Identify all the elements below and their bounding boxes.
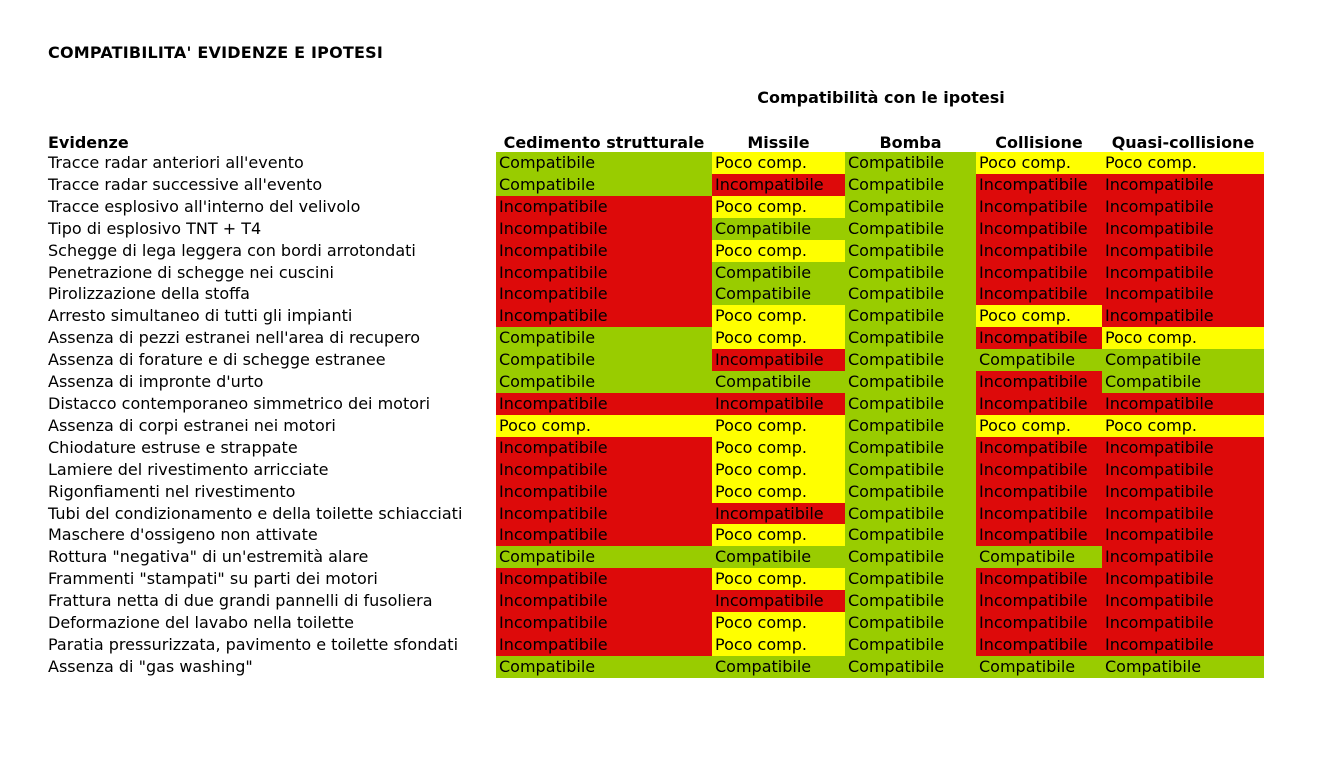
compatibility-cell: Compatibile xyxy=(845,283,976,305)
table-row xyxy=(47,415,1264,437)
compatibility-cell: Compatibile xyxy=(496,327,712,349)
hypothesis-header: Collisione xyxy=(995,133,1083,152)
compatibility-cell: Incompatibile xyxy=(1102,634,1264,656)
compatibility-cell: Incompatibile xyxy=(976,459,1102,481)
compatibility-cell: Incompatibile xyxy=(496,305,712,327)
evidence-cell: Assenza di forature e di schegge estranee xyxy=(48,350,386,370)
hypothesis-header: Cedimento strutturale xyxy=(503,133,705,152)
hypothesis-header: Bomba xyxy=(879,133,942,152)
table-row xyxy=(47,327,1264,349)
table-row xyxy=(47,590,1264,612)
compatibility-cell: Compatibile xyxy=(845,152,976,174)
compatibility-cell: Incompatibile xyxy=(976,503,1102,525)
table-row xyxy=(47,174,1264,196)
compatibility-cell: Incompatibile xyxy=(1102,437,1264,459)
compatibility-cell: Poco comp. xyxy=(712,524,845,546)
compatibility-cell: Incompatibile xyxy=(496,459,712,481)
compatibility-cell: Poco comp. xyxy=(712,152,845,174)
evidence-cell: Tipo di esplosivo TNT + T4 xyxy=(48,218,262,238)
compatibility-cell: Poco comp. xyxy=(712,415,845,437)
table-row xyxy=(47,656,1264,678)
compatibility-cell: Poco comp. xyxy=(712,305,845,327)
evidence-cell: Distacco contemporaneo simmetrico dei motori xyxy=(48,393,431,413)
compatibility-cell: Incompatibile xyxy=(976,218,1102,240)
compatibility-cell: Incompatibile xyxy=(1102,174,1264,196)
compatibility-table xyxy=(47,130,1264,678)
evidence-cell: Tracce radar anteriori all'evento xyxy=(48,153,304,172)
compatibility-cell: Compatibile xyxy=(496,546,712,568)
table-row xyxy=(47,459,1264,481)
compatibility-cell: Incompatibile xyxy=(496,481,712,503)
compatibility-cell: Compatibile xyxy=(496,371,712,393)
table-row xyxy=(47,218,1264,240)
compatibility-cell: Compatibile xyxy=(712,218,845,240)
header-row xyxy=(47,130,1264,152)
table-row xyxy=(47,196,1264,218)
table-row xyxy=(47,283,1264,305)
compatibility-cell: Poco comp. xyxy=(712,196,845,218)
evidence-cell: Maschere d'ossigeno non attivate xyxy=(48,525,318,545)
compatibility-cell: Incompatibile xyxy=(976,196,1102,218)
compatibility-cell: Incompatibile xyxy=(496,262,712,284)
table-row xyxy=(47,481,1264,503)
table-row xyxy=(47,524,1264,546)
evidence-cell: Tracce radar successive all'evento xyxy=(48,174,323,194)
compatibility-cell: Compatibile xyxy=(845,524,976,546)
compatibility-cell: Poco comp. xyxy=(976,305,1102,327)
table-row xyxy=(47,634,1264,656)
compatibility-cell: Incompatibile xyxy=(1102,196,1264,218)
compatibility-cell: Poco comp. xyxy=(712,634,845,656)
compatibility-cell: Incompatibile xyxy=(976,590,1102,612)
compatibility-cell: Compatibile xyxy=(845,546,976,568)
compatibility-cell: Compatibile xyxy=(1102,349,1264,371)
evidence-cell: Rottura "negativa" di un'estremità alare xyxy=(48,547,369,567)
compatibility-cell: Compatibile xyxy=(1102,656,1264,678)
compatibility-cell: Compatibile xyxy=(496,174,712,196)
compatibility-cell: Compatibile xyxy=(845,634,976,656)
evidence-cell: Chiodature estruse e strappate xyxy=(48,437,298,457)
compatibility-cell: Compatibile xyxy=(496,656,712,678)
compatibility-cell: Incompatibile xyxy=(1102,503,1264,525)
compatibility-cell: Compatibile xyxy=(845,218,976,240)
compatibility-cell: Compatibile xyxy=(845,393,976,415)
compatibility-cell: Poco comp. xyxy=(976,415,1102,437)
table-row xyxy=(47,371,1264,393)
compatibility-cell: Compatibile xyxy=(845,415,976,437)
compatibility-cell: Incompatibile xyxy=(1102,459,1264,481)
compatibility-cell: Incompatibile xyxy=(1102,393,1264,415)
compatibility-cell: Compatibile xyxy=(712,656,845,678)
compatibility-cell: Incompatibile xyxy=(1102,218,1264,240)
compatibility-cell: Poco comp. xyxy=(712,612,845,634)
compatibility-cell: Compatibile xyxy=(845,262,976,284)
compatibility-cell: Compatibile xyxy=(845,590,976,612)
table-row xyxy=(47,152,1264,174)
compatibility-cell: Poco comp. xyxy=(496,415,712,437)
compatibility-cell: Poco comp. xyxy=(976,152,1102,174)
compatibility-cell: Compatibile xyxy=(845,305,976,327)
evidence-cell: Tracce esplosivo all'interno del velivolo xyxy=(48,196,361,216)
compatibility-cell: Compatibile xyxy=(496,349,712,371)
compatibility-cell: Poco comp. xyxy=(1102,415,1264,437)
table-row xyxy=(47,612,1264,634)
compatibility-cell: Incompatibile xyxy=(1102,262,1264,284)
compatibility-cell: Incompatibile xyxy=(1102,305,1264,327)
compatibility-cell: Poco comp. xyxy=(712,568,845,590)
compatibility-cell: Incompatibile xyxy=(496,590,712,612)
compatibility-cell: Incompatibile xyxy=(976,283,1102,305)
compatibility-cell: Incompatibile xyxy=(712,393,845,415)
compatibility-cell: Incompatibile xyxy=(1102,590,1264,612)
compatibility-cell: Incompatibile xyxy=(496,612,712,634)
table-row xyxy=(47,262,1264,284)
evidence-column-header: Evidenze xyxy=(48,133,129,152)
table-row xyxy=(47,437,1264,459)
compatibility-cell: Incompatibile xyxy=(712,590,845,612)
compatibility-cell: Compatibile xyxy=(712,371,845,393)
compatibility-cell: Incompatibile xyxy=(496,240,712,262)
compatibility-cell: Incompatibile xyxy=(1102,240,1264,262)
compatibility-cell: Incompatibile xyxy=(976,371,1102,393)
compatibility-cell: Incompatibile xyxy=(496,524,712,546)
compatibility-cell: Incompatibile xyxy=(1102,283,1264,305)
compatibility-cell: Incompatibile xyxy=(1102,612,1264,634)
evidence-cell: Assenza di impronte d'urto xyxy=(48,372,264,392)
hypotheses-group-header: Compatibilità con le ipotesi xyxy=(757,88,1005,107)
compatibility-cell: Poco comp. xyxy=(712,437,845,459)
compatibility-cell: Compatibile xyxy=(712,546,845,568)
compatibility-cell: Poco comp. xyxy=(712,240,845,262)
compatibility-cell: Compatibile xyxy=(845,240,976,262)
compatibility-cell: Compatibile xyxy=(845,371,976,393)
table-row xyxy=(47,503,1264,525)
table-body xyxy=(47,152,1264,678)
evidence-cell: Paratia pressurizzata, pavimento e toilette sfondati xyxy=(48,634,459,654)
evidence-cell: Frammenti "stampati" su parti dei motori xyxy=(48,569,378,589)
evidence-cell: Pirolizzazione della stoffa xyxy=(48,284,250,304)
compatibility-cell: Incompatibile xyxy=(976,393,1102,415)
compatibility-cell: Compatibile xyxy=(845,612,976,634)
compatibility-cell: Incompatibile xyxy=(976,568,1102,590)
evidence-cell: Tubi del condizionamento e della toilette schiacciati xyxy=(48,503,463,523)
compatibility-cell: Compatibile xyxy=(845,503,976,525)
evidence-cell: Assenza di "gas washing" xyxy=(48,656,253,676)
compatibility-cell: Poco comp. xyxy=(712,459,845,481)
compatibility-cell: Compatibile xyxy=(976,349,1102,371)
compatibility-cell: Incompatibile xyxy=(1102,524,1264,546)
compatibility-cell: Compatibile xyxy=(845,437,976,459)
compatibility-cell: Incompatibile xyxy=(1102,481,1264,503)
evidence-cell: Deformazione del lavabo nella toilette xyxy=(48,613,355,633)
compatibility-cell: Incompatibile xyxy=(976,524,1102,546)
compatibility-cell: Compatibile xyxy=(712,283,845,305)
compatibility-cell: Incompatibile xyxy=(496,196,712,218)
page-title: COMPATIBILITA' EVIDENZE E IPOTESI xyxy=(48,43,384,62)
compatibility-cell: Compatibile xyxy=(845,349,976,371)
hypothesis-header: Quasi-collisione xyxy=(1111,133,1255,152)
evidence-cell: Arresto simultaneo di tutti gli impianti xyxy=(48,306,353,326)
table-row xyxy=(47,305,1264,327)
evidence-cell: Assenza di corpi estranei nei motori xyxy=(48,415,336,435)
compatibility-cell: Compatibile xyxy=(845,656,976,678)
compatibility-cell: Incompatibile xyxy=(976,240,1102,262)
compatibility-cell: Incompatibile xyxy=(976,481,1102,503)
compatibility-cell: Compatibile xyxy=(976,546,1102,568)
compatibility-cell: Compatibile xyxy=(496,152,712,174)
compatibility-cell: Incompatibile xyxy=(976,262,1102,284)
compatibility-cell: Incompatibile xyxy=(976,634,1102,656)
compatibility-cell: Incompatibile xyxy=(712,503,845,525)
table-row xyxy=(47,568,1264,590)
compatibility-cell: Incompatibile xyxy=(976,174,1102,196)
compatibility-cell: Incompatibile xyxy=(496,218,712,240)
compatibility-cell: Compatibile xyxy=(712,262,845,284)
compatibility-cell: Incompatibile xyxy=(496,634,712,656)
compatibility-cell: Incompatibile xyxy=(1102,568,1264,590)
compatibility-cell: Compatibile xyxy=(845,174,976,196)
compatibility-cell: Incompatibile xyxy=(496,437,712,459)
compatibility-cell: Poco comp. xyxy=(712,481,845,503)
compatibility-cell: Compatibile xyxy=(845,481,976,503)
compatibility-cell: Incompatibile xyxy=(976,612,1102,634)
compatibility-cell: Compatibile xyxy=(845,327,976,349)
table-row xyxy=(47,546,1264,568)
compatibility-cell: Compatibile xyxy=(845,196,976,218)
compatibility-cell: Incompatibile xyxy=(976,327,1102,349)
compatibility-cell: Incompatibile xyxy=(712,174,845,196)
evidence-cell: Penetrazione di schegge nei cuscini xyxy=(48,262,334,282)
table-row xyxy=(47,393,1264,415)
compatibility-cell: Poco comp. xyxy=(712,327,845,349)
compatibility-cell: Incompatibile xyxy=(496,283,712,305)
compatibility-cell: Compatibile xyxy=(976,656,1102,678)
evidence-cell: Frattura netta di due grandi pannelli di fusoliera xyxy=(48,591,433,611)
hypothesis-header: Missile xyxy=(747,133,810,152)
compatibility-cell: Poco comp. xyxy=(1102,327,1264,349)
evidence-cell: Rigonfiamenti nel rivestimento xyxy=(48,481,296,501)
table-row xyxy=(47,349,1264,371)
evidence-cell: Lamiere del rivestimento arricciate xyxy=(48,459,329,479)
compatibility-cell: Incompatibile xyxy=(712,349,845,371)
compatibility-cell: Incompatibile xyxy=(496,393,712,415)
compatibility-cell: Incompatibile xyxy=(496,503,712,525)
compatibility-cell: Compatibile xyxy=(1102,371,1264,393)
compatibility-cell: Compatibile xyxy=(845,459,976,481)
evidence-cell: Schegge di lega leggera con bordi arrotondati xyxy=(48,240,416,260)
compatibility-cell: Incompatibile xyxy=(976,437,1102,459)
compatibility-cell: Poco comp. xyxy=(1102,152,1264,174)
compatibility-cell: Incompatibile xyxy=(1102,546,1264,568)
table-row xyxy=(47,240,1264,262)
compatibility-cell: Compatibile xyxy=(845,568,976,590)
compatibility-cell: Incompatibile xyxy=(496,568,712,590)
evidence-cell: Assenza di pezzi estranei nell'area di recupero xyxy=(48,328,421,348)
